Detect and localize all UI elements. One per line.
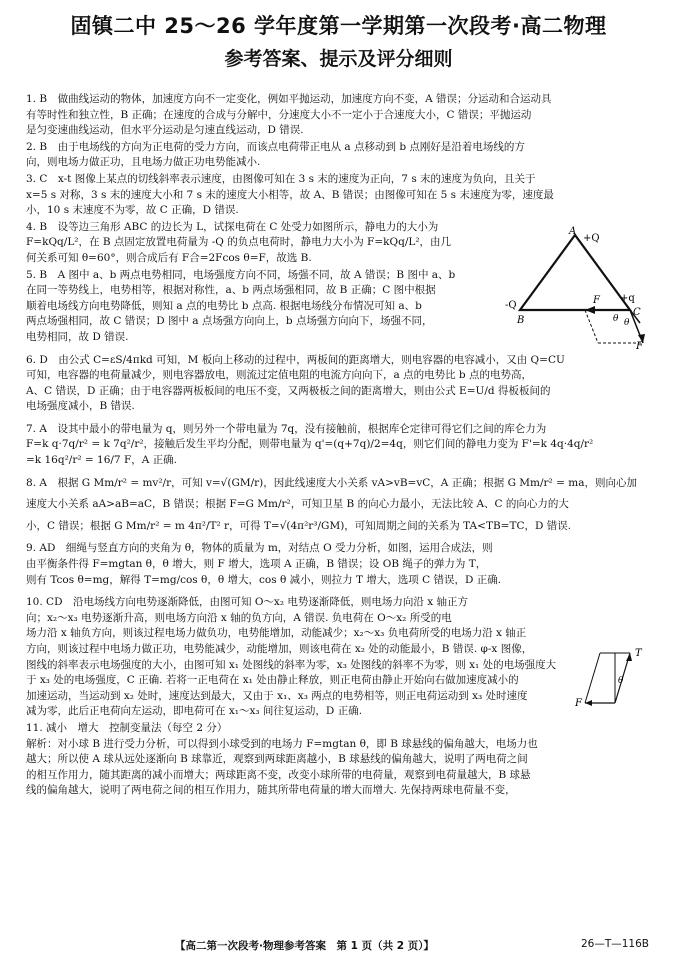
answer-line: 3. C x-t 图像上某点的切线斜率表示速度，由图像可知在 3 s 末的速度为正向，7 s 末的速度为负向，且关于 xyxy=(26,172,536,185)
answer-line: 在同一等势线上，电势相等，根据对称性，a、b 两点场强相同，故 B 正确；C 图中根据 xyxy=(26,284,436,297)
answer-item-6 xyxy=(26,353,654,415)
label-b: B xyxy=(517,315,525,326)
answer-line: 越大；所以使 A 球从远处逐渐向 B 球靠近，观察到两球距离越小，B 球悬线的偏角越大，说明了两电荷之间 xyxy=(26,753,528,766)
page-subtitle: 参考答案、提示及评分细则 xyxy=(224,48,453,70)
label-a: A xyxy=(569,226,577,237)
label-theta: θ xyxy=(618,676,624,686)
answer-line: 向；x₂～x₃ 电势逐渐升高，则电场方向沿 x 轴的负方向，A 错误. 负电荷在 O～x₂ 所受的电 xyxy=(26,611,452,624)
answer-line: 于 x₃ 处的电场强度，C 正确. 若将一正电荷在 x₁ 处由静止释放，则正电荷由静止开始向右做加速度减小的 xyxy=(26,674,519,687)
answer-line: 7. A 设其中最小的带电量为 q，则另外一个带电量为 7q，没有接触前，根据库仑定律可得它们之间的库仑力为 xyxy=(26,422,547,435)
answer-list xyxy=(26,92,654,800)
answer-item-3 xyxy=(26,172,654,219)
answer-line: 可知，电容器的电荷量减少，则电容器放电，则流过定值电阻的电流方向向下，a 点的电势比 b 点的电势高， xyxy=(26,369,532,382)
label-plus-q: +Q xyxy=(583,233,600,244)
answer-line: 是匀变速曲线运动，但水平分运动是匀速直线运动，D 错误. xyxy=(26,124,304,137)
label-f: F xyxy=(636,341,643,350)
answer-line: 加速运动，当运动到 x₂ 处时，速度达到最大，又由于 x₁、x₃ 两点的电势相等，则正电荷运动到 x₃ 处时速度 xyxy=(26,689,528,702)
answer-line: A、C 错误，D 正确；由于电容器两板板间的电压不变，又两极板之间的距离增大，则由公式 E=U/d 得板板间的 xyxy=(26,384,551,397)
answer-line: 5. B A 图中 a、b 两点电势相同，电场强度方向不同，场强不同，故 A 错误；B 图中 a、b xyxy=(26,268,456,281)
answer-line: 图线的斜率表示电场强度的大小，由图可知 x₁ 处图线的斜率为零，x₃ 处图线的斜率不为零，则 x₁ 处的电场强度大 xyxy=(26,658,557,671)
answer-line: 速度大小关系 aA>aB=aC，B 错误；根据 F=G Mm/r²，可知卫星 B 的向心力最小，无法比较 A、C 的向心力的大 xyxy=(26,498,569,511)
dashed-parallel xyxy=(585,310,598,343)
answer-line: 方向，则该过程中电场力做正功，电势能减少，动能增加，则该电荷在 x₂ 处的动能最小，B 错误. φ-x 图像， xyxy=(26,643,533,655)
answer-line: 4. B 设等边三角形 ABC 的边长为 L，试探电荷在 C 处受力如图所示，静电力的大小为 xyxy=(26,220,439,233)
label-plus-small-q: +q xyxy=(620,293,635,304)
answer-line: 向，则电场力做正功，且电场力做正功电势能减小. xyxy=(26,156,261,169)
answer-item-9 xyxy=(26,541,654,588)
answer-line: 小，C 错误；根据 G Mm/r² = m 4π²/T² r，可得 T=√(4π²r³/GM)，可知周期之间的关系为 TA<TB=TC，D 错误. xyxy=(26,519,572,532)
answer-item-11 xyxy=(26,721,654,799)
footer-code: 26—T—116B xyxy=(580,938,649,950)
answer-line: 电势相同，故 D 错误. xyxy=(26,330,129,343)
answer-line: 减为零，此后正电荷向左运动，即电荷可在 x₁～x₃ 间往复运动，D 正确. xyxy=(26,705,363,718)
force-parallelogram-figure xyxy=(575,648,655,708)
answer-line: 则有 Tcos θ=mg，解得 T=mg/cos θ，θ 增大，cos θ 减小，则拉力 T 增大，选项 C 错误，D 正确. xyxy=(26,573,502,586)
label-minus-q: -Q xyxy=(505,300,517,311)
page-footer xyxy=(0,938,677,956)
label-f: F xyxy=(575,698,582,708)
answer-line: 8. A 根据 G Mm/r² = mv²/r，可知 v=√(GM/r)，因此线速度大小关系 vA>vB=vC，A 正确；根据 G Mm/r² = ma，则向心加 xyxy=(26,476,637,489)
label-theta: θ xyxy=(624,318,630,328)
label-theta: θ xyxy=(613,314,619,324)
answer-line: 何关系可知 θ=60°，则合成后有 F合=2Fcos θ=F，故选 B. xyxy=(26,251,312,264)
answer-line: 线的偏角越大，说明了两电荷之间的相互作用力，随其所带电荷量的增大而增大. 先保持两球电荷量不变， xyxy=(26,784,516,797)
footer-page-info: 【高二第一次段考·物理参考答案 第 1 页（共 2 页）】 xyxy=(175,940,434,952)
answer-line: 两点场强相同，故 C 错误；D 图中 a 点场强方向向上，b 点场强方向向下，场强不同， xyxy=(26,315,433,328)
triangle-outline xyxy=(520,235,630,310)
answer-line: 9. AD 细绳与竖直方向的夹角为 θ，物体的质量为 m，对结点 O 受力分析，如图，运用合成法，则 xyxy=(26,542,493,555)
answer-item-8 xyxy=(26,476,654,535)
answer-line: F=k q·7q/r² = k 7q²/r²，接触后发生平均分配，则带电量为 q'=(q+7q)/2=4q，则它们间的静电力变为 F'=k 4q·4q/r² xyxy=(26,438,594,451)
answer-line: 有等时性和独立性，B 正确；在速度的合成与分解中，分速度大小不一定小于合速度大小，C 错误；平抛运动 xyxy=(26,108,532,121)
parallel-line xyxy=(585,653,600,703)
answer-item-10 xyxy=(26,595,654,720)
answer-item-1 xyxy=(26,92,654,139)
answer-line: F=kQq/L²，在 B 点固定放置电荷量为 -Q 的负点电荷时，静电力大小为 F=kQq/L²，由几 xyxy=(26,236,452,249)
answer-line: 11. 减小 增大 控制变量法（每空 2 分） xyxy=(26,721,228,734)
answer-line: 场力沿 x 轴负方向，则该过程电场力做负功，电势能增加，动能减少；x₂～x₃ 负电荷所受的电场力沿 x 轴正 xyxy=(26,627,527,640)
arrowhead xyxy=(626,653,632,661)
answer-line: =k 16q²/r² = 16/7 F，A 正确. xyxy=(26,454,177,467)
triangle-force-figure xyxy=(505,225,645,350)
answer-line: 顺着电场线方向电势降低，则知 a 点的电势比 b 点高. 根据电场线分布情况可知 a、b xyxy=(26,299,422,312)
answer-line: x=5 s 对称，3 s 末的速度大小和 7 s 末的速度大小相等，故 A、B 错误；由图像可知在 5 s 末速度为零，速度最 xyxy=(26,188,554,201)
label-c: C xyxy=(633,307,641,318)
answer-line: 1. B 做曲线运动的物体，加速度方向不一定变化，例如平抛运动，加速度方向不变，A 错误；分运动和合运动具 xyxy=(26,93,552,105)
answer-item-7 xyxy=(26,422,654,469)
arrowhead xyxy=(585,306,595,314)
answer-item-2 xyxy=(26,140,654,171)
page-title: 固镇二中 25～26 学年度第一学期第一次段考·高二物理 xyxy=(70,14,607,38)
answer-line: 的相互作用力，随其距离的减小而增大；两球距离不变，改变小球所带的电荷量，观察到电荷量越大，B 球悬 xyxy=(26,768,531,781)
answer-line: 10. CD 沿电场线方向电势逐渐降低，由图可知 O～x₂ 电势逐渐降低，则电场力向沿 x 轴正方 xyxy=(26,596,468,609)
answer-line: 2. B 由于电场线的方向为正电荷的受力方向，而该点电荷带正电从 a 点移动到 b 点刚好是沿着电场线的方 xyxy=(26,140,525,153)
answer-line: 电场强度减小，B 错误. xyxy=(26,400,135,413)
label-t: T xyxy=(635,648,642,659)
answer-line: 小，10 s 末速度不为零，故 C 正确，D 错误. xyxy=(26,204,239,217)
answer-line: 解析：对小球 B 进行受力分析，可以得到小球受到的电场力 F=mgtan θ，即 B 球悬线的偏角越大，电场力也 xyxy=(26,737,538,750)
label-f: F xyxy=(593,295,600,306)
answer-line: 6. D 由公式 C=εS/4πkd 可知，M 板向上移动的过程中，两板间的距离增大，则电容器的电容减小，又由 Q=CU xyxy=(26,353,565,366)
answer-line: 由平衡条件得 F=mgtan θ，θ 增大，则 F 增大，选项 A 正确，B 错误；设 OB 绳子的弹力为 T， xyxy=(26,558,487,571)
